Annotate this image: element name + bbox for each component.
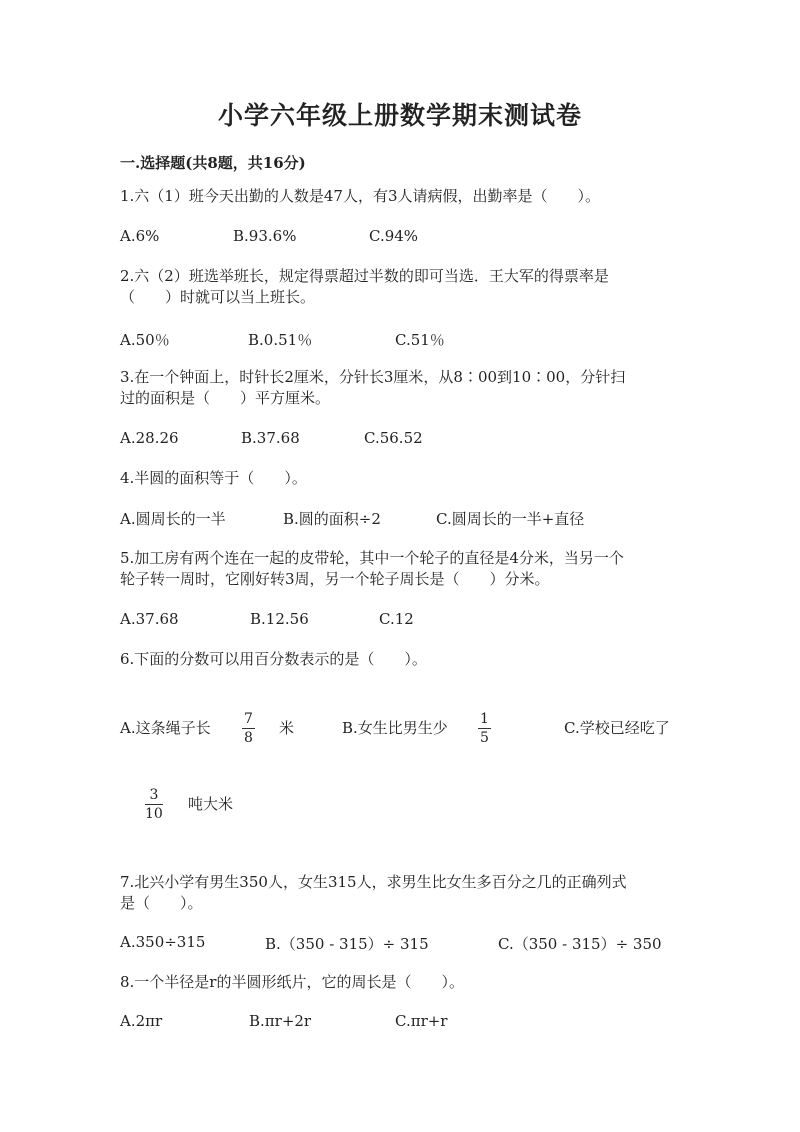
question-2 — [120, 266, 609, 308]
fraction-denominator: 5 — [480, 730, 489, 746]
q7-option-c[interactable]: C.（350 - 315）÷ 350 — [498, 935, 662, 953]
q8-option-b[interactable]: B.πr+2r — [249, 1012, 312, 1030]
q6-option-b-fraction — [478, 711, 491, 746]
q2-option-b[interactable]: B.0.51％ — [248, 331, 313, 349]
q5-option-b[interactable]: B.12.56 — [250, 610, 309, 628]
section-heading: 一.选择题(共8题，共16分) — [120, 154, 306, 172]
fraction-numerator: 7 — [244, 711, 253, 727]
q2-option-c[interactable]: C.51％ — [395, 331, 445, 349]
q2-option-a[interactable]: A.50％ — [120, 331, 170, 349]
q6-option-a-unit: 米 — [279, 719, 295, 737]
question-8: 8.一个半径是r的半圆形纸片，它的周长是（ ）。 — [120, 973, 464, 991]
question-3-line-2: 过的面积是（ ）平方厘米。 — [120, 389, 331, 407]
question-2-line-2: （ ）时就可以当上班长。 — [120, 288, 316, 306]
q4-option-a[interactable]: A.圆周长的一半 — [120, 510, 226, 528]
q5-option-a[interactable]: A.37.68 — [120, 610, 179, 628]
question-1: 1.六（1）班今天出勤的人数是47人，有3人请病假，出勤率是（ ）。 — [120, 187, 600, 205]
question-6: 6.下面的分数可以用百分数表示的是（ ）。 — [120, 650, 427, 668]
q1-option-a[interactable]: A.6% — [120, 227, 160, 245]
question-5 — [120, 548, 624, 590]
q7-option-a[interactable]: A.350÷315 — [120, 933, 206, 951]
page-title: 小学六年级上册数学期末测试卷 — [217, 101, 582, 130]
q4-option-c[interactable]: C.圆周长的一半+直径 — [436, 510, 585, 528]
q1-option-c[interactable]: C.94% — [369, 227, 419, 245]
q5-option-c[interactable]: C.12 — [379, 610, 414, 628]
q6-option-c-unit: 吨大米 — [188, 795, 234, 813]
question-7 — [120, 872, 627, 914]
q6-option-b[interactable]: B.女生比男生少 — [342, 719, 448, 737]
q3-option-a[interactable]: A.28.26 — [120, 429, 179, 447]
q3-option-c[interactable]: C.56.52 — [364, 429, 423, 447]
question-4: 4.半圆的面积等于（ ）。 — [120, 469, 307, 487]
q6-option-a-fraction — [242, 711, 255, 746]
fraction-numerator: 1 — [480, 711, 489, 727]
question-3 — [120, 367, 625, 409]
q8-option-c[interactable]: C.πr+r — [395, 1012, 448, 1030]
q6-option-c[interactable]: C.学校已经吃了 — [564, 719, 670, 737]
q3-option-b[interactable]: B.37.68 — [241, 429, 300, 447]
q7-option-b[interactable]: B.（350 - 315）÷ 315 — [265, 935, 429, 953]
q4-option-b[interactable]: B.圆的面积÷2 — [283, 510, 381, 528]
question-7-line-1: 7.北兴小学有男生350人，女生315人，求男生比女生多百分之几的正确列式 — [120, 873, 627, 891]
question-3-line-1: 3.在一个钟面上，时针长2厘米，分针长3厘米，从8∶00到10∶00，分针扫 — [120, 368, 626, 386]
q6-option-a[interactable]: A.这条绳子长 — [120, 719, 211, 737]
question-5-line-1: 5.加工房有两个连在一起的皮带轮，其中一个轮子的直径是4分米，当另一个 — [120, 549, 624, 567]
fraction-numerator: 3 — [149, 787, 159, 803]
q6-option-c-fraction — [145, 787, 163, 822]
question-7-line-2: 是（ ）。 — [120, 894, 203, 912]
question-2-line-1: 2.六（2）班选举班长，规定得票超过半数的即可当选．王大军的得票率是 — [120, 267, 609, 285]
q1-option-b[interactable]: B.93.6% — [233, 227, 297, 245]
q8-option-a[interactable]: A.2πr — [120, 1012, 163, 1030]
fraction-denominator: 10 — [145, 806, 163, 822]
question-5-line-2: 轮子转一周时，它刚好转3周，另一个轮子周长是（ ）分米。 — [120, 570, 550, 588]
fraction-denominator: 8 — [244, 730, 253, 746]
